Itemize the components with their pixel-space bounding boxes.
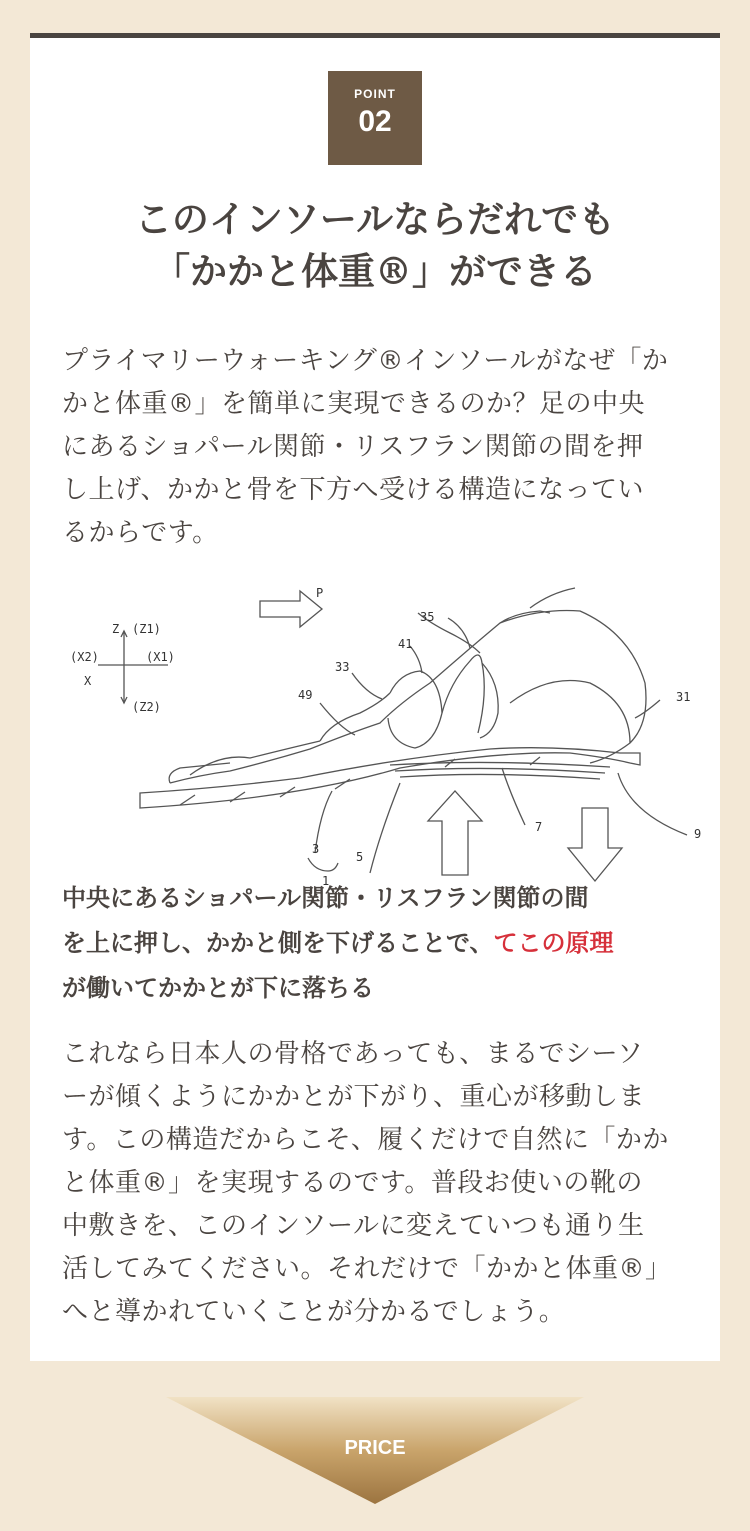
body-line: 中敷きを、このインソールに変えていつも通り生 — [62, 1211, 645, 1241]
axis-label-x: X — [84, 674, 92, 688]
point-card — [30, 33, 720, 1361]
push-arrow-icon — [260, 591, 322, 627]
emphasis-paragraph — [62, 876, 692, 1011]
part-label-7: 7 — [535, 820, 543, 834]
emphasis-accent: てこの原理 — [493, 929, 614, 957]
axis-label-z1: (Z1) — [132, 622, 161, 636]
body-line: 活してみてください。それだけで「かかと体重®」 — [62, 1254, 672, 1284]
emphasis-line: が働いてかかとが下に落ちる — [62, 974, 374, 1002]
emphasis-line: 中央にあるショパール関節・リスフラン関節の間 — [62, 884, 589, 912]
body-line: す。この構造だからこそ、履くだけで自然に「かか — [62, 1125, 669, 1155]
point-badge-label: POINT — [354, 87, 396, 101]
price-label[interactable]: PRICE — [344, 1437, 406, 1459]
part-label-3: 3 — [312, 842, 320, 856]
body-line: へと導かれていくことが分かるでしょう。 — [62, 1297, 566, 1327]
body-paragraph — [62, 1033, 692, 1334]
intro-line: かと体重®」を簡単に実現できるのか？足の中央 — [62, 389, 646, 419]
intro-line: にあるショパール関節・リスフラン関節の間を押 — [62, 432, 644, 462]
part-label-35: 35 — [420, 610, 435, 624]
insole-sole — [140, 748, 640, 808]
part-label-1: 1 — [322, 874, 330, 888]
arrow-label-p: P — [316, 586, 324, 600]
part-label-5: 5 — [356, 850, 364, 864]
part-label-33: 33 — [335, 660, 350, 674]
part-label-31: 31 — [676, 690, 691, 704]
part-label-49: 49 — [298, 688, 313, 702]
point-badge-number: 02 — [358, 105, 392, 138]
axis-label-z2: (Z2) — [132, 700, 161, 714]
headline-line-1: このインソールならだれでも — [134, 197, 616, 241]
part-label-41: 41 — [398, 637, 413, 651]
up-arrow-icon — [428, 791, 482, 875]
intro-line: し上げ、かかと骨を下方へ受ける構造になってい — [62, 475, 644, 505]
emphasis-text: を上に押し、かかと側を下げることで、 — [62, 929, 494, 957]
emphasis-line — [62, 921, 692, 966]
intro-line: るからです。 — [62, 518, 219, 548]
intro-paragraph — [62, 340, 692, 555]
body-line: ーが傾くようにかかとが下がり、重心が移動しま — [62, 1082, 646, 1112]
insole-foot-diagram — [70, 553, 702, 888]
part-label-9: 9 — [694, 827, 702, 841]
body-line: と体重®」を実現するのです。普段お使いの靴の — [62, 1168, 643, 1198]
intro-line: プライマリーウォーキング®インソールがなぜ「か — [62, 346, 669, 376]
body-line: これなら日本人の骨格であっても、まるでシーソ — [62, 1039, 644, 1069]
point-badge — [328, 71, 422, 165]
axis-label-z: Z — [112, 622, 120, 636]
axis-label-x2: (X2) — [70, 650, 99, 664]
axis-label-x1: (X1) — [146, 650, 175, 664]
headline — [30, 193, 720, 297]
down-arrow-icon — [568, 808, 622, 881]
headline-line-2: 「かかと体重®」ができる — [153, 249, 597, 293]
